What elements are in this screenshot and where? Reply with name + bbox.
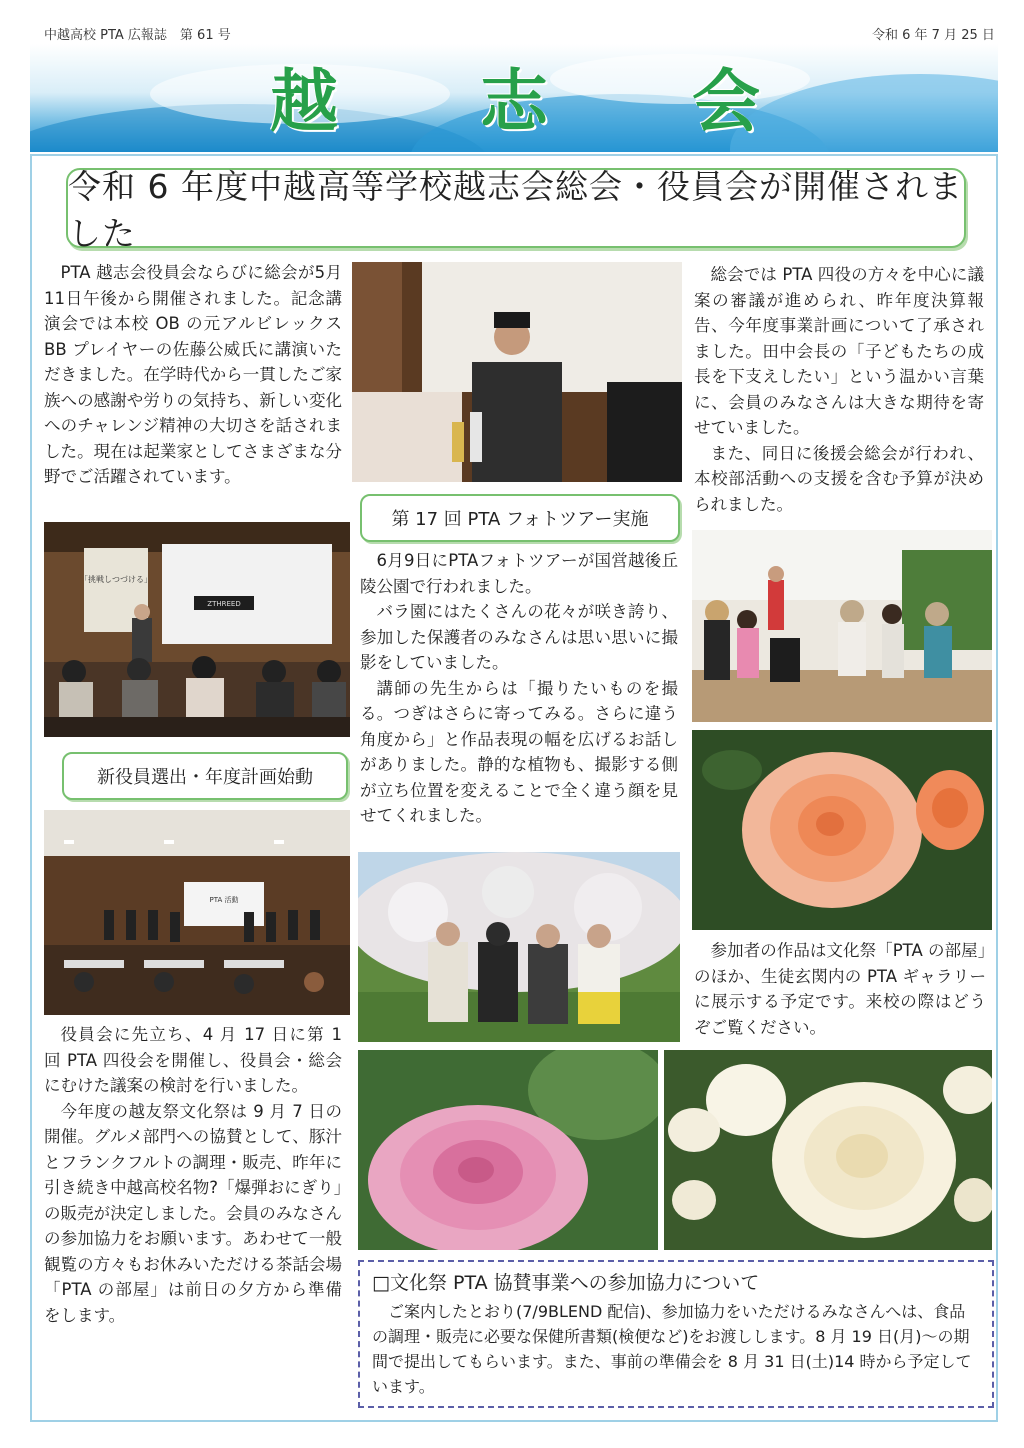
subheading-new-officers: 新役員選出・年度計画始動 xyxy=(62,752,348,800)
banner-sign-text: 「挑戦しつづける」 xyxy=(80,575,152,584)
photo-tour-paragraph-1: 6月9日にPTAフォトツアーが国営越後丘陵公園で行われました。 xyxy=(360,551,678,596)
screen-pta-text: PTA 活動 xyxy=(209,896,239,904)
photo-tour-paragraph-3: 講師の先生からは「撮りたいものを撮る。つぎはさらに寄ってみる。さらに違う角度から」と作品表現の幅を広げるお話しがありました。静的な植物も、撮影する側が立ち位置を変えることで全く違う顔を見せてくれました。 xyxy=(360,678,678,825)
subheading-photo-tour: 第 17 回 PTA フォトツアー実施 xyxy=(360,494,680,542)
main-headline: 令和 6 年度中越高等学校越志会総会・役員会が開催されました xyxy=(66,168,966,248)
photo-white-roses xyxy=(664,1050,992,1250)
right-intro-text xyxy=(694,262,984,517)
photo-tour-text xyxy=(360,548,678,829)
masthead-banner xyxy=(30,44,998,152)
right-caption-paragraph: 参加者の作品は文化祭「PTA の部屋」のほか、生徒玄関内の PTA ギャラリーに展示する予定です。来校の際はどうぞご覧ください。 xyxy=(694,941,986,1037)
photo-officers-meeting xyxy=(44,810,350,1015)
photo-outdoor-lecture xyxy=(692,530,992,722)
photo-group-rose-garden xyxy=(358,852,680,1042)
masthead-char-2: 志 xyxy=(480,63,549,142)
new-officers-paragraph-2: 今年度の越友祭文化祭は 9 月 7 日の開催。グルメ部門への協賛として、豚汁とフランクフルトの調理・販売、昨年に引き続き中越高校名物?「爆弾おにぎり」の販売が決定しました。会員のみなさんの参加協力をお願います。あわせて一般観覧の方々もお休みいただける茶話会場「PTA の部屋」は前日の夕方から準備をします。 xyxy=(44,1101,342,1325)
right-intro-paragraph-1: 総会では PTA 四役の方々を中心に議案の審議が進められ、昨年度決算報告、今年度事業計画について了承されました。田中会長の「子どもたちの成長を下支えしたい」という温かい言葉に、会員のみなさんは大きな期待を寄せていました。 xyxy=(694,265,984,437)
notice-title: □文化祭 PTA 協賛事業への参加協力について xyxy=(372,1272,760,1294)
photo-orange-rose xyxy=(692,730,992,930)
issue-date: 令和 6 年 7 月 25 日 xyxy=(872,28,995,43)
masthead-char-3: 会 xyxy=(692,63,761,142)
new-officers-paragraph-1: 役員会に先立ち、4 月 17 日に第 1 回 PTA 四役会を開催し、役員会・総会にむけた議案の検討を行いました。 xyxy=(44,1025,342,1095)
masthead-char-1: 越 xyxy=(270,63,339,142)
publication-label: 中越高校 PTA 広報誌 第 61 号 xyxy=(44,28,231,43)
right-intro-paragraph-2: また、同日に後援会総会が行われ、本校部活動への支援を含む予算が決められました。 xyxy=(694,443,984,514)
notice-box xyxy=(358,1260,994,1408)
photo-lecture-hall xyxy=(44,522,350,737)
left-intro-paragraph: PTA 越志会役員会ならびに総会が5月11日午後から開催されました。記念講演会では本校 OB の元アルビレックス BB プレイヤーの佐藤公威氏に講演いただきました。在学時代から一貫したご家族への感謝や労りの気持ち、新しい変化へのチャレンジ精神の大切さを話されました。現在は起業家としてさまざまな分野でご活躍されています。 xyxy=(44,263,342,486)
photo-pink-rose xyxy=(358,1050,658,1250)
notice-body: ご案内したとおり(7/9BLEND 配信)、参加協力をいただけるみなさんへは、食品の調理・販売に必要な保健所書類(検便など)をお渡しします。8 月 19 日(月)～の期間で提出してもらいます。また、事前の準備会を 8 月 31 日(土)14 時から予定しています。 xyxy=(372,1302,972,1396)
new-officers-text xyxy=(44,1022,342,1328)
left-intro-text xyxy=(44,260,342,490)
screen-logo-text: ZTHREED xyxy=(207,600,241,608)
photo-speaker xyxy=(352,262,682,482)
right-caption-text xyxy=(694,938,986,1040)
photo-tour-paragraph-2: バラ園にはたくさんの花々が咲き誇り、参加した保護者のみなさんは思い思いに撮影をしていました。 xyxy=(360,602,678,672)
